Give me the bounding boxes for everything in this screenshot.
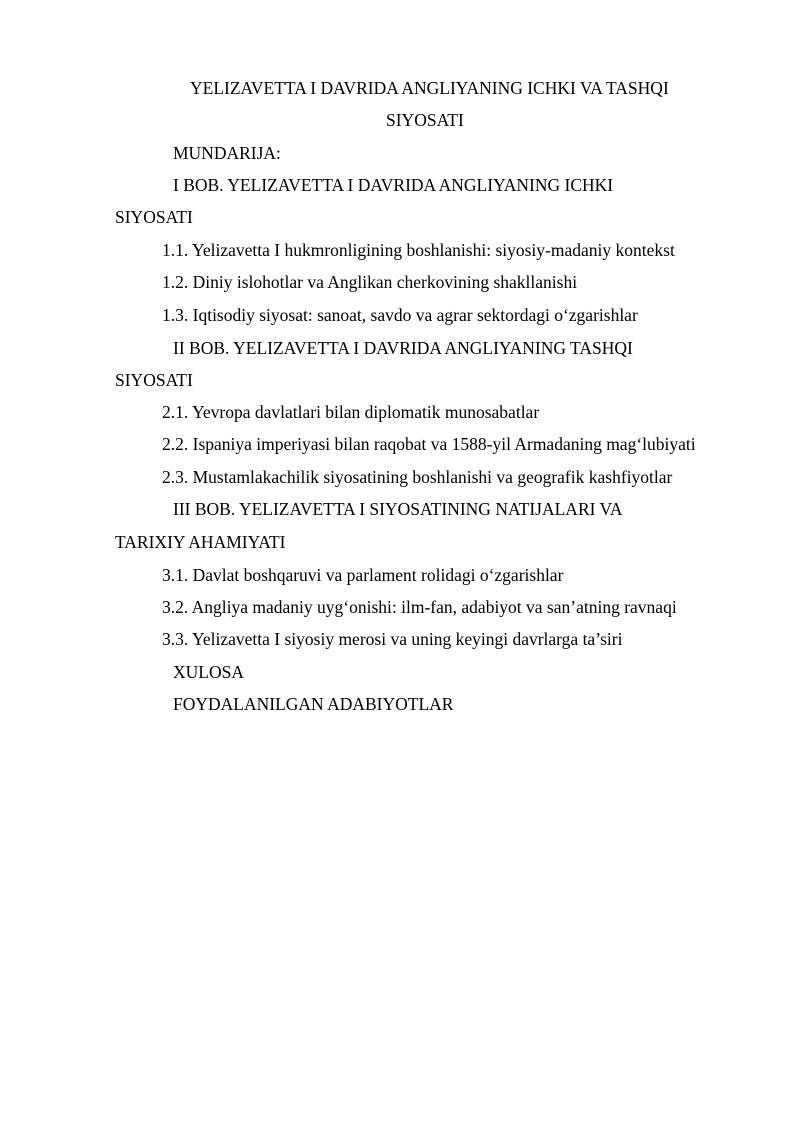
chapter-3-title-line-1: III BOB. YELIZAVETTA I SIYOSATINING NATIJALARI VA	[173, 499, 623, 519]
section-3-2: 3.2. Angliya madaniy uyg‘onishi: ilm-fan, adabiyot va san’atning ravnaqi	[162, 597, 677, 617]
section-1-1: 1.1. Yelizavetta I hukmronligining boshlanishi: siyosiy-madaniy kontekst	[162, 240, 675, 260]
conclusion-heading: XULOSA	[173, 662, 244, 682]
chapter-1-title-line-1: I BOB. YELIZAVETTA I DAVRIDA ANGLIYANING ICHKI	[173, 175, 614, 195]
section-2-2: 2.2. Ispaniya imperiyasi bilan raqobat va 1588-yil Armadaning mag‘lubiyati	[162, 434, 696, 454]
contents-heading: MUNDARIJA:	[173, 143, 281, 163]
document-title-line-2: SIYOSATI	[386, 110, 464, 130]
section-1-3: 1.3. Iqtisodiy siyosat: sanoat, savdo va agrar sektordagi o‘zgarishlar	[162, 305, 638, 325]
references-heading: FOYDALANILGAN ADABIYOTLAR	[173, 694, 454, 714]
section-2-3: 2.3. Mustamlakachilik siyosatining boshlanishi va geografik kashfiyotlar	[162, 467, 673, 487]
section-2-1: 2.1. Yevropa davlatlari bilan diplomatik munosabatlar	[162, 402, 540, 422]
chapter-2-title-line-2: SIYOSATI	[115, 370, 193, 390]
section-1-2: 1.2. Diniy islohotlar va Anglikan cherkovining shakllanishi	[162, 272, 578, 292]
document-title-line-1: YELIZAVETTA I DAVRIDA ANGLIYANING ICHKI VA TASHQI	[190, 78, 669, 98]
section-3-1: 3.1. Davlat boshqaruvi va parlament rolidagi o‘zgarishlar	[162, 565, 564, 585]
chapter-1-title-line-2: SIYOSATI	[115, 207, 193, 227]
section-3-3: 3.3. Yelizavetta I siyosiy merosi va uning keyingi davrlarga ta’siri	[162, 629, 623, 649]
chapter-3-title-line-2: TARIXIY AHAMIYATI	[115, 532, 286, 552]
chapter-2-title-line-1: II BOB. YELIZAVETTA I DAVRIDA ANGLIYANING TASHQI	[173, 338, 633, 358]
